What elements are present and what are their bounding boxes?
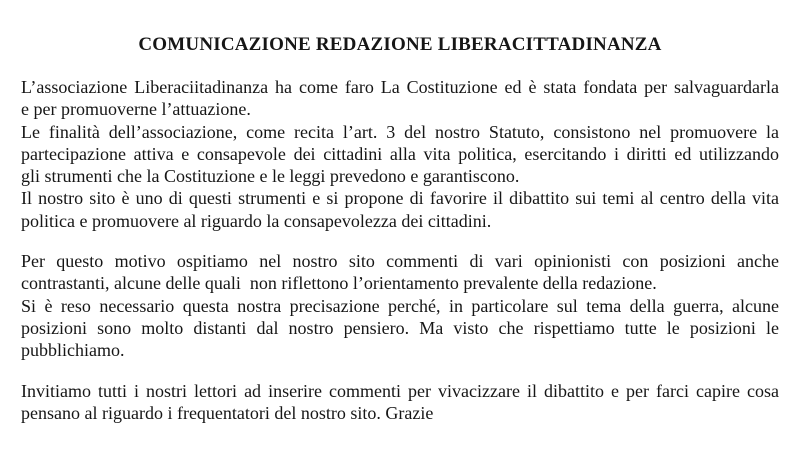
document-title: COMUNICAZIONE REDAZIONE LIBERACITTADINANZA: [138, 34, 662, 55]
text-line: L’associazione Liberaciitadinanza ha come faro La Costituzione ed è stata fondata per salvaguardarla: [21, 77, 779, 97]
text-line: posizioni sono molto distanti dal nostro pensiero. Ma visto che rispettiamo tutte le posizioni le: [21, 317, 779, 338]
text-line: e per promuoverne l’attuazione.: [21, 99, 251, 120]
paragraph-block-positions: [21, 250, 779, 361]
text-line: contrastanti, alcune delle quali non riflettono l’orientamento prevalente della redazione.: [21, 273, 657, 294]
text-line: gli strumenti che la Costituzione e le leggi prevedono e garantiscono.: [21, 166, 520, 187]
paragraph-block-intro: [21, 76, 779, 232]
text-line: pensano al riguardo i frequentatori del nostro sito. Grazie: [21, 402, 434, 423]
text-line: politica e promuovere al riguardo la consapevolezza dei cittadini.: [21, 210, 492, 231]
text-line: pubblichiamo.: [21, 340, 125, 361]
text-line: Il nostro sito è uno di questi strumenti e si propone di favorire il dibattito sui temi al centro della vita: [21, 188, 779, 209]
paragraph-block-invitation: [21, 380, 779, 425]
text-line: Per questo motivo ospitiamo nel nostro sito commenti di vari opinionisti con posizioni anche: [21, 251, 779, 272]
text-line: Invitiamo tutti i nostri lettori ad inserire commenti per vivacizzare il dibattito e per farci capire cosa: [21, 380, 779, 401]
text-line: Le finalità dell’associazione, come recita l’art. 3 del nostro Statuto, consistono nel promuovere la: [21, 121, 779, 142]
text-line: partecipazione attiva e consapevole dei cittadini alla vita politica, esercitando i diritti ed utilizzando: [21, 143, 779, 164]
text-line: Si è reso necessario questa nostra precisazione perché, in particolare sul tema della guerra, alcune: [21, 295, 779, 316]
